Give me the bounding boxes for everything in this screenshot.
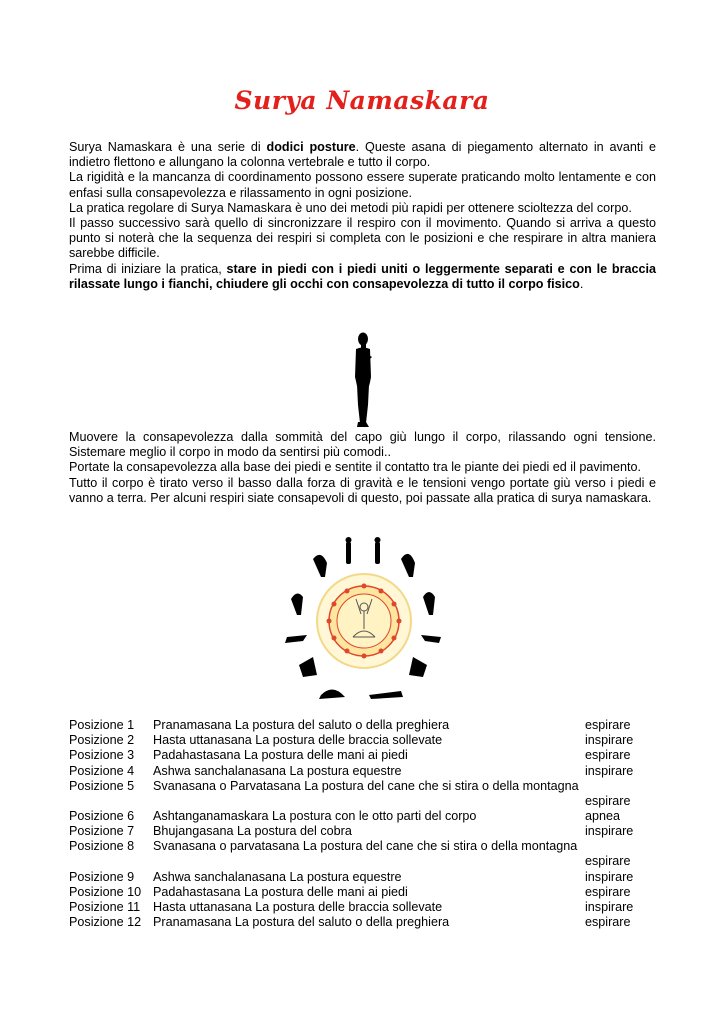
position-breath: espirare (585, 793, 631, 808)
position-breath: apnea (585, 809, 621, 824)
position-description: Svanasana o parvatasana La postura del cane che si stira o della montagna (153, 839, 578, 854)
position-description: Ashtanganamaskara La postura con le otto parti del corpo (153, 809, 477, 824)
position-description: Padahastasana La postura delle mani ai piedi (153, 884, 408, 899)
position-description: Hasta uttanasana La postura delle braccia sollevate (153, 733, 443, 748)
position-breath: espirare (585, 718, 631, 732)
position-number: Posizione 5 (69, 778, 135, 793)
position-description: Hasta uttanasana La postura delle braccia sollevate (153, 900, 443, 915)
position-number: Posizione 3 (69, 748, 135, 763)
position-breath: espirare (585, 915, 631, 930)
position-number: Posizione 12 (69, 915, 142, 930)
position-breath: espirare (585, 748, 631, 763)
body-paragraph-2: Portate la consapevolezza alla base dei piedi e sentite il contatto tra le piante dei piedi ed il pavimento. (69, 460, 641, 475)
standing-figure-image (343, 331, 383, 429)
position-row (69, 733, 645, 748)
position-row (69, 764, 645, 779)
position-number: Posizione 2 (69, 733, 135, 748)
positions-table (69, 718, 645, 930)
position-row (69, 900, 645, 915)
position-row (69, 718, 645, 733)
intro-paragraph-2: La rigidità e la mancanza di coordinamento possono essere superate praticando molto lentamente e con enfasi sulla consapevolezza e rilassamento in ogni posizione. (69, 170, 656, 200)
position-description: Ashwa sanchalanasana La postura equestre (153, 869, 402, 884)
position-breath: inspirare (585, 824, 634, 839)
intro-paragraph-3: La pratica regolare di Surya Namaskara è uno dei metodi più rapidi per ottenere scioltezza del corpo. (69, 200, 632, 215)
position-number: Posizione 10 (69, 884, 142, 899)
intro-paragraph-4: Il passo successivo sarà quello di sincronizzare il respiro con il movimento. Quando si arriva a questo punto si noterà che la sequenza dei respiri si completa con le posizioni e che respirare in altra maniera sarebbe difficile. (69, 216, 656, 261)
body-paragraph-3: Tutto il corpo è tirato verso il basso dalla forza di gravità e le tensioni vengo portate giù verso i piedi e vanno a terra. Per alcuni respiri siate consapevoli di questo, poi passate alla pratica di surya namaskara. (69, 475, 656, 505)
position-description: Pranamasana La postura del saluto o della preghiera (153, 718, 450, 732)
position-description: Bhujangasana La postura del cobra (153, 824, 352, 839)
position-description: Ashwa sanchalanasana La postura equestre (153, 763, 402, 778)
position-row (69, 824, 645, 839)
position-breath: espirare (585, 854, 631, 869)
position-breath: espirare (585, 884, 631, 899)
position-breath: inspirare (585, 763, 634, 778)
intro-section (69, 140, 656, 292)
position-description: Svanasana o Parvatasana La postura del cane che si stira o della montagna (153, 778, 579, 793)
position-number: Posizione 11 (69, 900, 141, 915)
position-row (69, 885, 645, 900)
intro-paragraph-5: Prima di iniziare la pratica, stare in piedi con i piedi uniti o leggermente separati e con le braccia rilassate lungo i fianchi, chiudere gli occhi con consapevolezza di tutto il corpo fisico. (69, 261, 656, 291)
position-description: Padahastasana La postura delle mani ai piedi (153, 748, 408, 763)
position-number: Posizione 8 (69, 839, 135, 854)
position-number: Posizione 7 (69, 824, 135, 839)
intro-paragraph-1: Surya Namaskara è una serie di dodici posture. Queste asana di piegamento alternato in avanti e indietro flettono e allungano la colonna vertebrale e tutto il corpo. (69, 140, 656, 170)
position-row (69, 779, 645, 809)
page-title: Surya Namaskara (234, 86, 490, 115)
position-row (69, 748, 645, 763)
position-number: Posizione 1 (69, 718, 135, 732)
position-breath: inspirare (585, 869, 634, 884)
position-row (69, 915, 645, 930)
position-number: Posizione 4 (69, 763, 135, 778)
position-breath: inspirare (585, 900, 634, 915)
position-number: Posizione 9 (69, 869, 135, 884)
position-row (69, 839, 645, 869)
position-description: Pranamasana La postura del saluto o della preghiera (153, 915, 450, 930)
position-breath: inspirare (585, 733, 634, 748)
position-row (69, 870, 645, 885)
body-section (69, 430, 656, 506)
body-paragraph-1: Muovere la consapevolezza dalla sommità del capo giù lungo il corpo, rilassando ogni tensione. Sistemare meglio il corpo in modo da sentirsi più comodi.. (69, 430, 656, 460)
sun-salutation-cycle-image (283, 537, 446, 705)
position-number: Posizione 6 (69, 809, 135, 824)
position-row (69, 809, 645, 824)
